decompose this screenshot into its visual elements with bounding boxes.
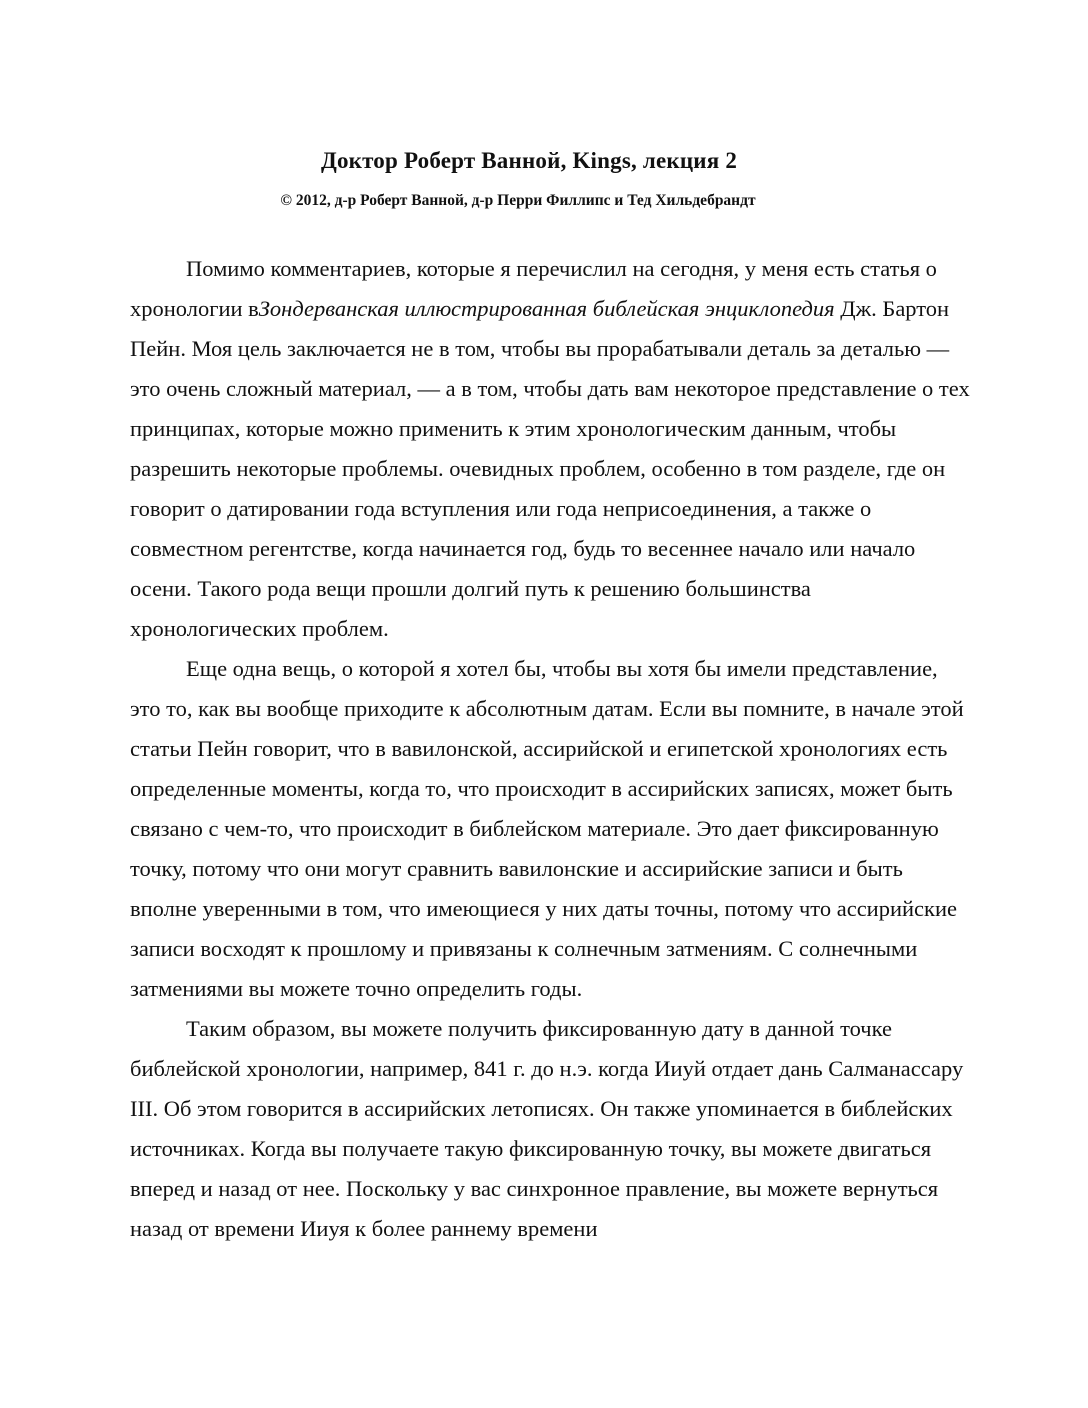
copyright-line: © 2012, д-р Роберт Ванной, д-р Перри Филлипс и Тед Хильдебрандт (280, 192, 756, 209)
document-title: Доктор Роберт Ванной, Kings, лекция 2 (320, 148, 738, 173)
paragraph-1-text-end: Дж. Бартон Пейн. Моя цель заключается не в том, чтобы вы прорабатывали деталь за деталью — это очень сложный материал, — а в том, чтобы дать вам некоторое представление о тех принципах, которые можно применить к этим хронологическим данным, чтобы разрешить некоторые проблемы. очевидных проблем, особенно в том разделе, где он говорит о датировании года вступления или года неприсоединения, а также о совместном регентстве, когда начинается год, будь то весеннее начало или начало осени. Такого рода вещи прошли долгий путь к решению большинства хронологических проблем. (130, 296, 970, 641)
paragraph-2: Еще одна вещь, о которой я хотел бы, чтобы вы хотя бы имели представление, это то, как вы вообще приходите к абсолютным датам. Если вы помните, в начале этой статьи Пейн говорит, что в вавилонской, ассирийской и египетской хронологиях есть определенные моменты, когда то, что происходит в ассирийских записях, может быть связано с чем-то, что происходит в библейском материале. Это дает фиксированную точку, потому что они могут сравнить вавилонские и ассирийские записи и быть вполне уверенными в том, что имеющиеся у них даты точны, потому что ассирийские записи восходят к прошлому и привязаны к солнечным затмениям. С солнечными затмениями вы можете точно определить годы. (130, 656, 964, 1001)
encyclopedia-title: Зондерванская иллюстрированная библейская энциклопедия (258, 296, 835, 321)
paragraph-1-text-start: Помимо комментариев, которые я перечислил на сегодня, у меня есть статья о хронологии в (130, 256, 937, 321)
paragraph-1 (130, 249, 970, 649)
document-body (130, 249, 970, 1249)
paragraph-3: Таким образом, вы можете получить фиксированную дату в данной точке библейской хронологии, например, 841 г. до н.э. когда Ииуй отдает дань Салманассару III. Об этом говорится в ассирийских летописях. Он также упоминается в библейских источниках. Когда вы получаете такую фиксированную точку, вы можете двигаться вперед и назад от нее. Поскольку у вас синхронное правление, вы можете вернуться назад от времени Ииуя к более раннему времени (130, 1016, 964, 1241)
